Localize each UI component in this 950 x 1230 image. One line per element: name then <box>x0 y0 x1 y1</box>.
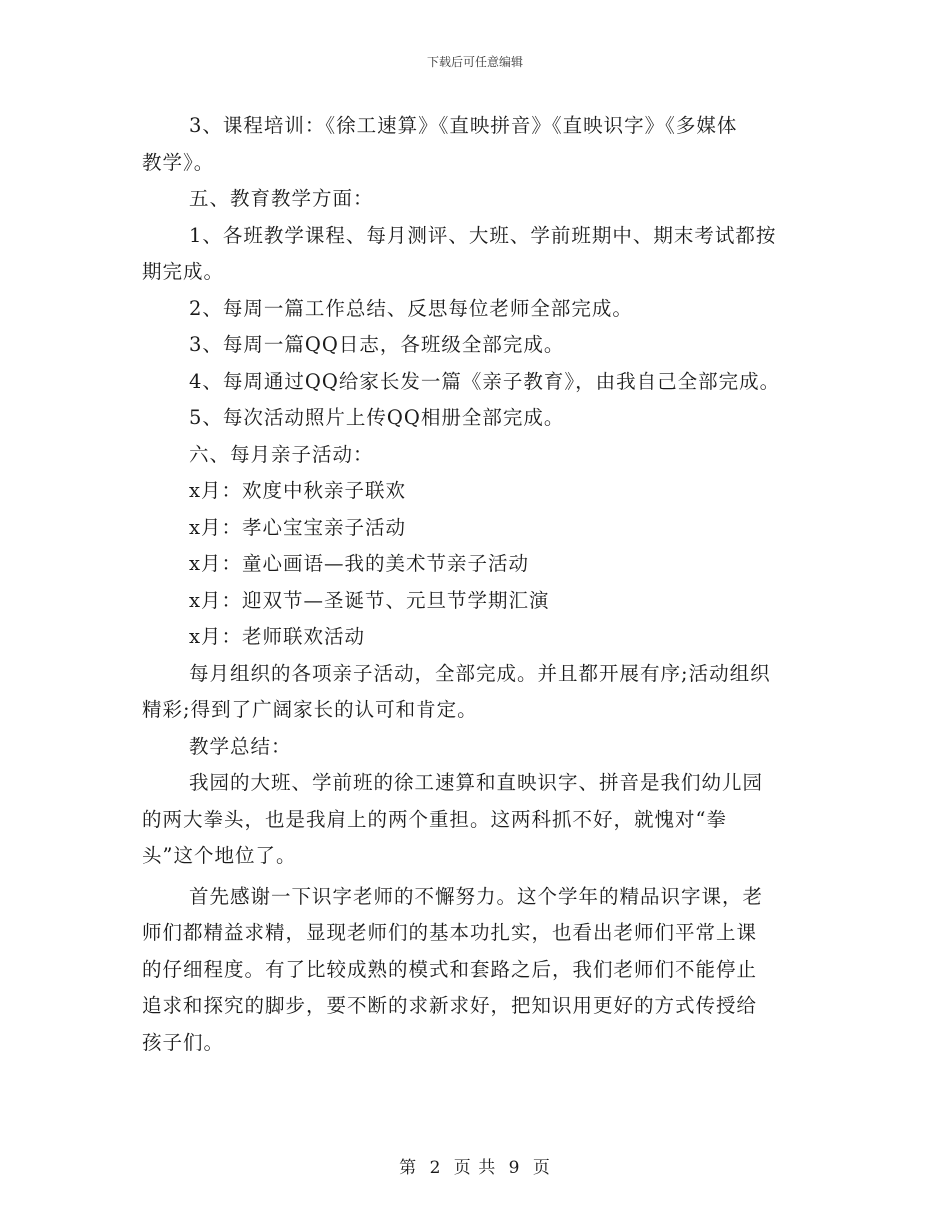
activity-item: x月：童心画语—我的美术节亲子活动 <box>189 552 529 575</box>
paragraph-line: 精彩;得到了广阔家长的认可和肯定。 <box>142 698 478 721</box>
paragraph-line: 5、每次活动照片上传QQ相册全部完成。 <box>189 406 565 429</box>
current-page-number: 2 <box>429 1158 442 1178</box>
paragraph-line: 3、课程培训：《徐工速算》《直映拼音》《直映识字》《多媒体 <box>189 114 738 137</box>
paragraph-line: 的仔细程度。有了比较成熟的模式和套路之后，我们老师们不能停止 <box>142 957 758 981</box>
activity-item: x月：欢度中秋亲子联欢 <box>189 479 406 502</box>
paragraph-line: 教学》。 <box>142 150 215 174</box>
footer-prefix: 第 <box>399 1158 418 1178</box>
paragraph-line: 4、每周通过QQ给家长发一篇《亲子教育》，由我自己全部完成。 <box>189 369 781 393</box>
page-header: 下载后可任意编辑 <box>426 55 523 69</box>
total-page-count: 9 <box>508 1158 521 1178</box>
paragraph-line: 师们都精益求精，显现老师们的基本功扎实，也看出老师们平常上课 <box>142 921 758 944</box>
section-heading: 五、教育教学方面： <box>189 187 374 210</box>
paragraph-line: 的两大拳头，也是我肩上的两个重担。这两科抓不好，就愧对“拳 <box>142 807 727 831</box>
page-footer <box>0 1153 950 1178</box>
paragraph-line: 期完成。 <box>142 260 225 283</box>
paragraph-line: 3、每周一篇QQ日志，各班级全部完成。 <box>189 333 565 356</box>
paragraph-line: 我园的大班、学前班的徐工速算和直映识字、拼音是我们幼儿园 <box>189 771 764 794</box>
paragraph-line: 每月组织的各项亲子活动，全部完成。并且都开展有序;活动组织 <box>189 661 771 685</box>
paragraph-line: 追求和探究的脚步，要不断的求新求好，把知识用更好的方式传授给 <box>142 994 758 1017</box>
footer-middle: 页 共 <box>453 1158 497 1178</box>
document-body <box>142 108 810 1061</box>
footer-suffix: 页 <box>532 1158 551 1178</box>
paragraph-line: 头”这个地位了。 <box>142 844 297 867</box>
paragraph-line: 孩子们。 <box>142 1030 225 1054</box>
paragraph-line: 1、各班教学课程、每月测评、大班、学前班期中、期末考试都按 <box>189 223 777 247</box>
paragraph-line: 首先感谢一下识字老师的不懈努力。这个学年的精品识字课，老 <box>189 884 764 908</box>
paragraph-line: 2、每周一篇工作总结、反思每位老师全部完成。 <box>189 296 633 320</box>
activity-item: x月：迎双节—圣诞节、元旦节学期汇演 <box>189 588 550 612</box>
section-heading: 教学总结： <box>189 734 292 758</box>
activity-item: x月：老师联欢活动 <box>189 625 365 648</box>
activity-item: x月：孝心宝宝亲子活动 <box>189 515 406 539</box>
section-heading: 六、每月亲子活动： <box>189 442 374 466</box>
